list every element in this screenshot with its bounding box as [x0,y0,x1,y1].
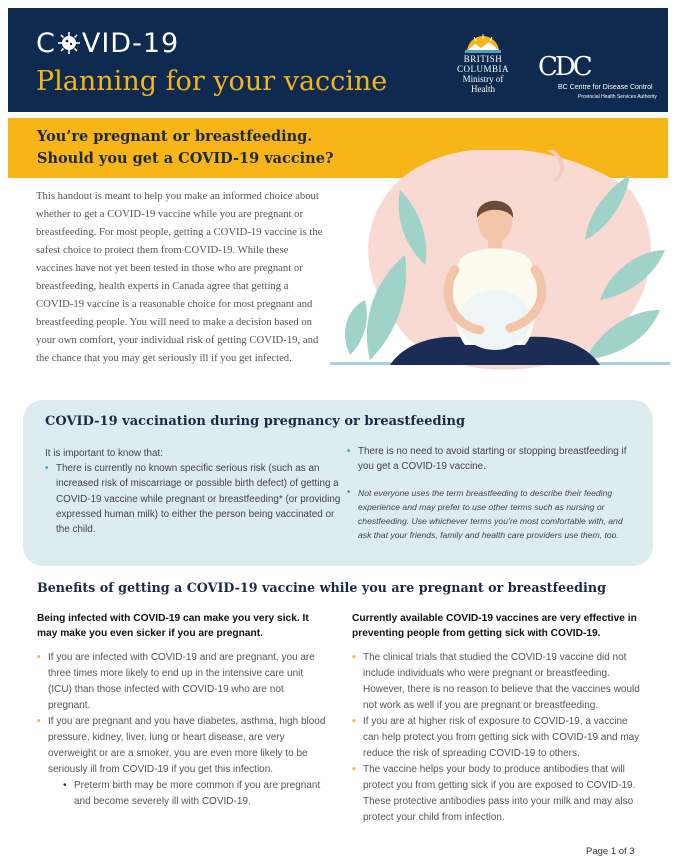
box-right-column [347,444,637,542]
sub-list-item: • Preterm birth may be more common if you are pregnant and become severely ill with COVID-19. [37,778,327,810]
bc-government-logo: BRITISH COLUMBIA Ministry of Health [448,30,518,94]
bc-sun-logo-icon [461,30,505,54]
pregnant-woman-illustration [330,150,670,390]
vaccination-info-box [23,400,653,566]
list-item: • If you are at higher risk of exposure to COVID-19, a vaccine can help protect you from getting sick with COVID-19 and may reduce the risk of spreading COVID-19 to others. [352,714,642,762]
covid-title: C VID-19 [36,28,180,59]
list-item: • The clinical trials that studied the COVID-19 vaccine did not include individuals who were pregnant or breastfeeding. However, there is no reason to believe that the vaccines would not work as well if you are pregnant or breastfeeding. [352,650,642,714]
page-title: Planning for your vaccine [36,66,388,97]
terminology-note: * Not everyone uses the term breastfeeding to describe their feeding experience and may prefer to use other terms such as nursing or chestfeeding. Use whichever terms you’re most comfortable with, and ask that your friends, family and health care providers use them, too. [347,488,623,541]
box-bullet: • There is no need to avoid starting or stopping breastfeeding if you get a COVID-19 vaccine. [347,444,637,474]
benefits-left-column [37,611,327,810]
intro-paragraph: This handout is meant to help you make an informed choice about whether to get a COVID-19 vaccine while you are pregnant or breastfeeding. For most people, getting a COVID-19 vaccine is the safest choice to protect them from COVID-19. While these vaccines have not yet been tested in those who are pregnant or breastfeeding, health experts in Canada agree that getting a COVID-19 vaccine is a reasonable choice for most pregnant and breastfeeding people. You will need to make a decision based on your own comfort, your individual risk of getting COVID-19, and the chance that you may get seriously ill if you get infected. [36,190,323,364]
box-bullet: • There is currently no known specific serious risk (such as an increased risk of miscarriage or possible birth defect) of getting a COVID-19 vaccine while pregnant or breastfeeding* (or providing expressed human milk) to either the person being vaccinated or the child. [45,461,345,537]
column-heading: Being infected with COVID-19 can make you very sick. It may make you even sicker if you are pregnant. [37,613,309,639]
header-banner [8,8,668,112]
box-left-column [45,446,345,537]
virus-icon [57,31,81,55]
bccdc-logo: CDC BC Centre for Disease Control Provincial Health Services Authority [538,52,657,100]
box-lead: It is important to know that: [45,448,164,459]
list-item: • The vaccine helps your body to produce antibodies that will protect you from getting sick if you are exposed to COVID-19. These protective antibodies pass into your milk and may also protect your child from infection. [352,762,642,826]
page-number: Page 1 of 3 [586,846,635,857]
list-item: • If you are infected with COVID-19 and are pregnant, you are three times more likely to end up in the intensive care unit (ICU) than those infected with COVID-19 who are not pregnant. [37,650,327,714]
benefits-title: Benefits of getting a COVID-19 vaccine while you are pregnant or breastfeeding [37,580,606,595]
benefits-right-column [352,611,642,826]
list-item: • If you are pregnant and you have diabetes, asthma, high blood pressure, kidney, liver, lung or heart disease, are very overweight or are a smoker, you are even more likely to be seriously ill from COVID-19 if you get this infection. [37,714,327,778]
column-heading: Currently available COVID-19 vaccines are very effective in preventing people from getting sick with COVID-19. [352,613,637,639]
box-title: COVID-19 vaccination during pregnancy or breastfeeding [45,414,466,429]
question-heading: You’re pregnant or breastfeeding. Should you get a COVID-19 vaccine? [37,128,334,167]
